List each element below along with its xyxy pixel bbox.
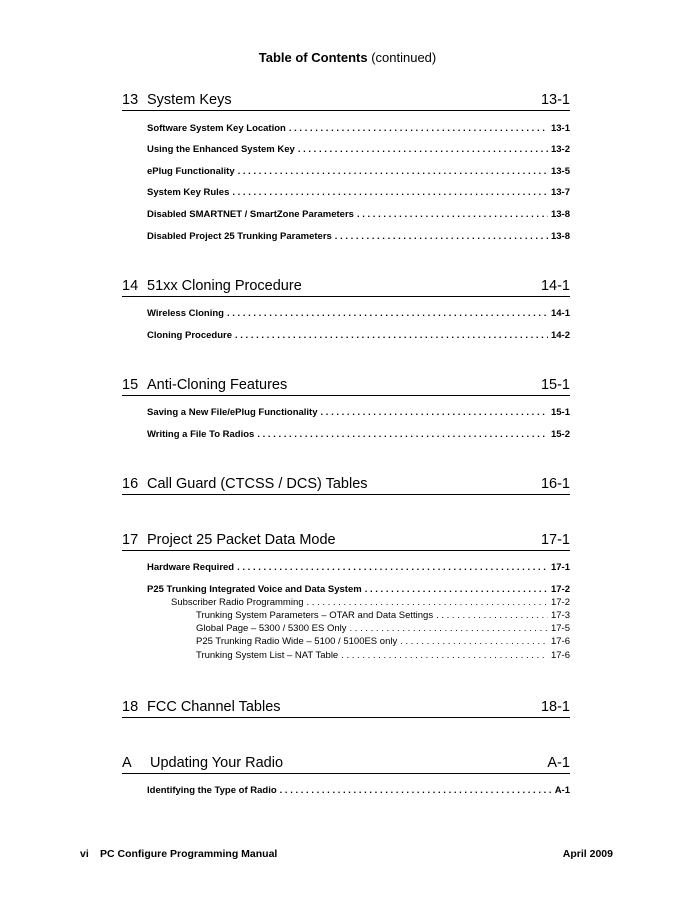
toc-entry-page: 17-2 <box>550 584 570 595</box>
toc-entry-page: 13-1 <box>550 123 570 134</box>
toc-entry-title: Trunking System List – NAT Table <box>196 650 339 661</box>
toc-entry[interactable] <box>147 428 570 441</box>
toc-entry-title: Using the Enhanced System Key <box>147 144 295 155</box>
dot-leader <box>350 622 548 635</box>
toc-entry[interactable] <box>147 329 570 342</box>
dot-leader <box>257 428 548 441</box>
toc-entry-title: Disabled Project 25 Trunking Parameters <box>147 231 332 242</box>
toc-entry-page: 13-5 <box>550 166 570 177</box>
dot-leader <box>227 307 548 320</box>
dot-leader <box>335 230 548 243</box>
toc-entry-page: 13-7 <box>550 187 570 198</box>
toc-entry[interactable] <box>147 583 570 596</box>
toc-entry-page: 13-2 <box>550 144 570 155</box>
chapter-page: 16-1 <box>540 476 570 492</box>
dot-leader <box>237 561 548 574</box>
toc-entry-page: 15-1 <box>550 407 570 418</box>
toc-subentry[interactable] <box>196 635 570 648</box>
toc-entry-page: 17-2 <box>550 597 570 608</box>
toc-entry-title: Hardware Required <box>147 562 235 573</box>
chapter-page: 18-1 <box>540 699 570 715</box>
dot-leader <box>307 596 548 609</box>
page-title <box>0 50 695 65</box>
chapter-heading-15[interactable] <box>122 375 570 396</box>
toc-entry-title: Global Page – 5300 / 5300 ES Only <box>196 623 347 634</box>
toc-entry-title: Trunking System Parameters – OTAR and Data Settings <box>196 610 434 621</box>
dot-leader <box>321 406 548 419</box>
chapter-heading-16[interactable] <box>122 474 570 495</box>
chapter-heading-13[interactable] <box>122 90 570 111</box>
toc-subentry[interactable] <box>196 609 570 622</box>
toc-entry-page: 17-1 <box>550 562 570 573</box>
chapter-heading-14[interactable] <box>122 276 570 297</box>
toc-entry-title: Wireless Cloning <box>147 308 224 319</box>
dot-leader <box>232 186 548 199</box>
toc-entry[interactable] <box>147 122 570 135</box>
dot-leader <box>365 583 548 596</box>
toc-entry-page: 13-8 <box>550 231 570 242</box>
toc-entry-title: Cloning Procedure <box>147 330 232 341</box>
chapter-number: 17 <box>122 532 139 548</box>
toc-entry-page: 14-1 <box>550 308 570 319</box>
chapter-title: Project 25 Packet Data Mode <box>147 532 336 548</box>
toc-entry[interactable] <box>147 208 570 221</box>
dot-leader <box>238 165 548 178</box>
dot-leader <box>280 784 552 797</box>
chapter-heading-18[interactable] <box>122 697 570 718</box>
chapter-heading-17[interactable] <box>122 530 570 551</box>
chapter-page: 15-1 <box>540 377 570 393</box>
dot-leader <box>289 122 548 135</box>
toc-entry-title: Software System Key Location <box>147 123 286 134</box>
chapter-title: Updating Your Radio <box>150 755 284 771</box>
toc-subentry[interactable] <box>171 596 570 609</box>
toc-entry-page: 17-6 <box>550 636 570 647</box>
toc-entry-title: P25 Trunking Radio Wide – 5100 / 5100ES only <box>196 636 398 647</box>
dot-leader <box>298 143 548 156</box>
chapter-number: 16 <box>122 476 139 492</box>
footer-page-number: vi <box>80 848 89 860</box>
toc-entry-page: 17-5 <box>550 623 570 634</box>
footer-manual-title: PC Configure Programming Manual <box>100 848 278 860</box>
chapter-page: 14-1 <box>540 278 570 294</box>
toc-entry-page: 15-2 <box>550 429 570 440</box>
chapter-page: 13-1 <box>540 92 570 108</box>
toc-entry[interactable] <box>147 307 570 320</box>
dot-leader <box>341 649 548 662</box>
toc-subentry[interactable] <box>196 622 570 635</box>
chapter-title: 51xx Cloning Procedure <box>147 278 302 294</box>
chapter-number: 15 <box>122 377 139 393</box>
chapter-title: FCC Channel Tables <box>147 699 281 715</box>
dot-leader <box>235 329 548 342</box>
toc-entry[interactable] <box>147 784 570 797</box>
chapter-number: A <box>122 755 132 771</box>
toc-entry-title: Disabled SMARTNET / SmartZone Parameters <box>147 209 354 220</box>
toc-entry-page: 14-2 <box>550 330 570 341</box>
toc-entry-title: Identifying the Type of Radio <box>147 785 277 796</box>
toc-entry-page: 13-8 <box>550 209 570 220</box>
toc-entry[interactable] <box>147 143 570 156</box>
chapter-title: System Keys <box>147 92 232 108</box>
toc-entry-title: ePlug Functionality <box>147 166 235 177</box>
toc-entry[interactable] <box>147 406 570 419</box>
toc-entry-title: Saving a New File/ePlug Functionality <box>147 407 318 418</box>
dot-leader <box>400 635 548 648</box>
chapter-title: Anti-Cloning Features <box>147 377 288 393</box>
toc-entry[interactable] <box>147 165 570 178</box>
toc-entry[interactable] <box>147 186 570 199</box>
toc-entry-page: 17-6 <box>550 650 570 661</box>
toc-entry-page: A-1 <box>554 785 570 796</box>
chapter-page: A-1 <box>547 755 570 771</box>
toc-subentry[interactable] <box>196 649 570 662</box>
chapter-number: 18 <box>122 699 139 715</box>
dot-leader <box>357 208 548 221</box>
toc-entry-page: 17-3 <box>550 610 570 621</box>
chapter-heading-a[interactable] <box>122 753 570 774</box>
toc-entry-title: Subscriber Radio Programming <box>171 597 304 608</box>
toc-entry-title: Writing a File To Radios <box>147 429 255 440</box>
chapter-page: 17-1 <box>540 532 570 548</box>
page-title-suffix: (continued) <box>367 50 437 65</box>
toc-entry-title: System Key Rules <box>147 187 230 198</box>
footer-date: April 2009 <box>562 848 613 860</box>
chapter-number: 14 <box>122 278 139 294</box>
page-title-main: Table of Contents <box>258 50 368 65</box>
toc-entry-title: P25 Trunking Integrated Voice and Data System <box>147 584 362 595</box>
chapter-title: Call Guard (CTCSS / DCS) Tables <box>147 476 368 492</box>
toc-entry[interactable] <box>147 561 570 574</box>
chapter-number: 13 <box>122 92 139 108</box>
toc-entry[interactable] <box>147 230 570 243</box>
dot-leader <box>436 609 548 622</box>
